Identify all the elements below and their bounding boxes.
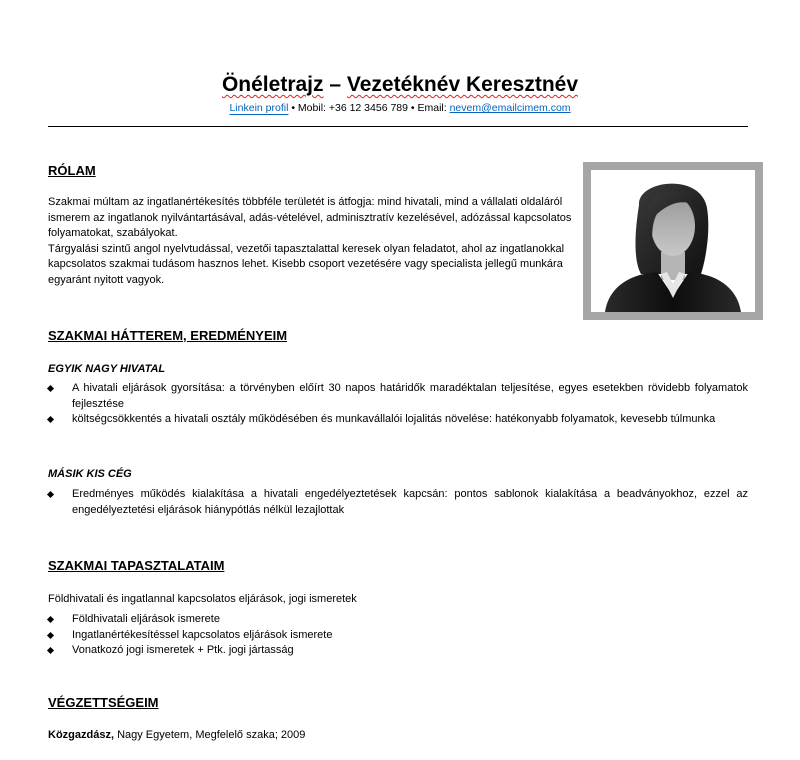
bullet-diamond-icon [47,385,54,392]
about-heading: RÓLAM [48,163,96,178]
title-name: Vezetéknév Keresztnév [346,73,579,96]
person-silhouette-icon [591,170,755,312]
email-link[interactable]: nevem@emailcimem.com [449,102,571,114]
list-item: Eredményes működés kialakítása a hivatali engedélyeztetések kapcsán: pontos sablonok kialakítása a beadványokhoz, ezzel az engedélyeztetési eljárások hiánypótlás nélkül lezajlottak [48,487,748,518]
experience-heading: SZAKMAI TAPASZTALATAIM [48,558,225,573]
education-entry [48,728,305,743]
profile-photo-frame [583,162,763,320]
education-degree: Közgazdász, [48,729,115,741]
about-text [48,195,573,288]
contact-separator-mobile: • Mobil: [288,102,329,114]
bullet-diamond-icon [47,416,54,423]
background-heading: SZAKMAI HÁTTEREM, EREDMÉNYEIM [48,328,288,343]
list-item: Földhivatali eljárások ismerete [48,612,748,628]
list-item: költségcsökkentés a hivatali osztály működésében és munkavállalói lojalitás növelése: hatékonyabb folyamatok, kevesebb túlmunka [48,412,748,428]
bullet-diamond-icon [47,491,54,498]
page-title [0,72,800,98]
title-dash: – [323,73,347,96]
linkedin-link[interactable]: Linkein profil [229,102,289,114]
org1-name: EGYIK NAGY HIVATAL [48,363,166,375]
experience-intro: Földhivatali és ingatlannal kapcsolatos eljárások, jogi ismeretek [48,593,357,605]
profile-photo [591,170,755,312]
contact-separator-email: • Email: [407,102,450,114]
header-divider [48,126,748,127]
about-paragraph-2: Tárgyalási szintű angol nyelvtudással, vezetői tapasztalattal keresek olyan feladatot, ahol az ingatlanokkal kapcsolatos szakmai tudásom hasznos lehet. Kisebb csoport vezetésére vagy specialista jellegű munkára egyaránt nyitott vagyok. [48,242,565,286]
org2-bullet-list [48,487,748,518]
bullet-diamond-icon [47,631,54,638]
bullet-diamond-icon [47,616,54,623]
list-item: Ingatlanértékesítéssel kapcsolatos eljárások ismerete [48,628,748,644]
mobile-number: +36 12 3456 789 [328,102,408,114]
education-details: Nagy Egyetem, Megfelelő szaka; 2009 [114,729,306,741]
contact-line [0,101,800,115]
org2-name: MÁSIK KIS CÉG [48,468,132,480]
education-heading: VÉGZETTSÉGEIM [48,695,159,710]
bullet-diamond-icon [47,647,54,654]
list-item: A hivatali eljárások gyorsítása: a törvényben előírt 30 napos határidők maradéktalan teljesítése, egyes esetekben rövidebb folyamatok fejlesztése [48,381,748,412]
experience-bullet-list [48,612,748,659]
about-paragraph-1: Szakmai múltam az ingatlanértékesítés többféle területét is átfogja: mind hivatali, mind a vállalati oldaláról ismerem az ingatlanok nyilvántartásával, adás-vételével, adminisztratív kezelésével, adózással kapcsolatos folyamatokat, szabályokat. [48,196,572,239]
title-prefix: Önéletrajz [221,73,324,96]
org1-bullet-list [48,381,748,428]
list-item: Vonatkozó jogi ismeretek + Ptk. jogi jártasság [48,643,748,659]
